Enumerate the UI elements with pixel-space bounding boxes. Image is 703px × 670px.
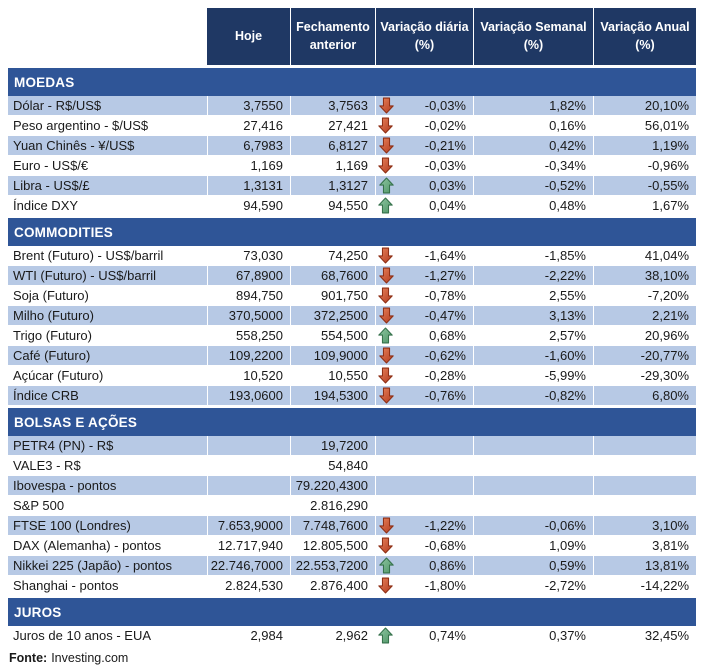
- hoje-value: 73,030: [243, 248, 283, 263]
- down-arrow-icon: [379, 517, 394, 534]
- down-arrow-icon: [378, 577, 393, 594]
- variacao-anual-value: [593, 436, 696, 455]
- fechamento-value: 27,421: [328, 118, 368, 133]
- table-row: [8, 516, 696, 536]
- row-label: Peso argentino - $/US$: [13, 118, 149, 133]
- variacao-semanal-value: 0,16%: [549, 118, 586, 133]
- down-arrow-icon: [378, 367, 393, 384]
- trend-arrow-slot: [378, 537, 394, 555]
- hoje-value: [207, 456, 290, 475]
- variacao-anual-value: -14,22%: [640, 578, 689, 593]
- column-header-variacao-semanal: Variação Semanal (%): [473, 8, 593, 65]
- down-arrow-icon: [378, 117, 393, 134]
- variacao-diaria-value: -0,02%: [424, 118, 466, 133]
- variacao-diaria-value: -0,78%: [424, 288, 466, 303]
- variacao-semanal-value: 0,42%: [473, 136, 593, 155]
- up-arrow-icon: [378, 197, 393, 214]
- hoje-value: 558,250: [236, 328, 283, 343]
- up-arrow-icon: [379, 557, 394, 574]
- row-label: Nikkei 225 (Japão) - pontos: [13, 558, 172, 573]
- row-label: Yuan Chinês - ¥/US$: [13, 138, 135, 153]
- hoje-value: 109,2200: [207, 346, 290, 365]
- section-header-juros: JUROS: [8, 598, 696, 626]
- variacao-anual-value: 3,81%: [652, 538, 689, 553]
- hoje-value: [207, 476, 290, 495]
- fechamento-value: 94,550: [328, 198, 368, 213]
- hoje-value: 94,590: [243, 198, 283, 213]
- fechamento-value: 1,169: [335, 158, 368, 173]
- table-row: [8, 626, 696, 646]
- variacao-semanal-value: -1,60%: [473, 346, 593, 365]
- row-label: Ibovespa - pontos: [13, 478, 117, 493]
- variacao-diaria-value: -1,22%: [424, 518, 466, 533]
- variacao-diaria-value: -0,76%: [424, 388, 466, 403]
- fechamento-value: 68,7600: [290, 266, 375, 285]
- table-row: [8, 576, 696, 596]
- variacao-diaria-cell: [375, 156, 473, 175]
- variacao-diaria-value: -0,68%: [424, 538, 466, 553]
- table-row: [8, 366, 696, 386]
- fechamento-value: 74,250: [328, 248, 368, 263]
- hoje-value: 2.824,530: [225, 578, 283, 593]
- fechamento-value: 2.876,400: [310, 578, 368, 593]
- variacao-semanal-value: [473, 456, 593, 475]
- variacao-diaria-value: -0,21%: [424, 138, 466, 153]
- section-header-moedas: MOEDAS: [8, 68, 696, 96]
- variacao-semanal-value: [473, 436, 593, 455]
- variacao-semanal-value: 0,59%: [473, 556, 593, 575]
- fechamento-value: 12.805,500: [302, 538, 368, 553]
- hoje-value: 67,8900: [207, 266, 290, 285]
- down-arrow-icon: [378, 537, 393, 554]
- variacao-semanal-value: 2,57%: [549, 328, 586, 343]
- variacao-diaria-cell: [375, 516, 473, 535]
- table-section: [8, 408, 696, 596]
- column-header-variacao-diaria: Variação diária (%): [375, 8, 473, 65]
- hoje-value: 7.653,9000: [207, 516, 290, 535]
- trend-arrow-slot: [379, 437, 395, 455]
- down-arrow-icon: [379, 137, 394, 154]
- variacao-diaria-cell: [375, 116, 473, 135]
- down-arrow-icon: [378, 157, 393, 174]
- table-body: [8, 68, 696, 646]
- trend-arrow-slot: [378, 497, 394, 515]
- table-row: [8, 556, 696, 576]
- row-label: S&P 500: [13, 498, 65, 513]
- hoje-value: 193,0600: [207, 386, 290, 405]
- table-row: [8, 496, 696, 516]
- table-row: [8, 536, 696, 556]
- down-arrow-icon: [379, 307, 394, 324]
- variacao-diaria-value: 0,86%: [429, 558, 466, 573]
- trend-arrow-slot: [378, 327, 394, 345]
- table-row: [8, 326, 696, 346]
- section-header-commodities: COMMODITIES: [8, 218, 696, 246]
- table-row: [8, 386, 696, 406]
- down-arrow-icon: [379, 97, 394, 114]
- hoje-value: 1,169: [250, 158, 283, 173]
- variacao-anual-value: 3,10%: [593, 516, 696, 535]
- table-row: [8, 156, 696, 176]
- row-label: Milho (Futuro): [13, 308, 94, 323]
- table-row: [8, 436, 696, 456]
- variacao-anual-value: 6,80%: [593, 386, 696, 405]
- row-label: Índice DXY: [13, 198, 79, 213]
- variacao-diaria-value: 0,04%: [429, 198, 466, 213]
- variacao-anual-value: 20,96%: [644, 328, 689, 343]
- hoje-value: 370,5000: [207, 306, 290, 325]
- variacao-diaria-cell: [375, 386, 473, 405]
- row-label: Brent (Futuro) - US$/barril: [13, 248, 164, 263]
- up-arrow-icon: [379, 177, 394, 194]
- table-row: [8, 176, 696, 196]
- fechamento-value: 3,7563: [290, 96, 375, 115]
- fechamento-value: 54,840: [328, 458, 368, 473]
- row-label: FTSE 100 (Londres): [13, 518, 131, 533]
- section-header-bolsas-e-a-es: BOLSAS E AÇÕES: [8, 408, 696, 436]
- variacao-anual-value: [593, 496, 696, 515]
- variacao-diaria-cell: [375, 436, 473, 455]
- row-label: Euro - US$/€: [13, 158, 89, 173]
- table-row: [8, 286, 696, 306]
- fechamento-value: 372,2500: [290, 306, 375, 325]
- variacao-semanal-value: 1,09%: [549, 538, 586, 553]
- source-label: Fonte:: [9, 651, 48, 665]
- trend-arrow-slot: [379, 387, 395, 405]
- variacao-diaria-cell: [375, 96, 473, 115]
- variacao-semanal-value: -2,72%: [544, 578, 586, 593]
- column-header-variacao-anual: Variação Anual (%): [593, 8, 696, 65]
- table-row: [8, 266, 696, 286]
- variacao-anual-value: -20,77%: [593, 346, 696, 365]
- down-arrow-icon: [379, 387, 394, 404]
- hoje-value: 2,984: [250, 628, 283, 643]
- table-row: [8, 196, 696, 216]
- variacao-diaria-cell: [375, 366, 473, 385]
- variacao-semanal-value: 0,48%: [549, 198, 586, 213]
- variacao-anual-value: [593, 476, 696, 495]
- variacao-anual-value: 1,67%: [652, 198, 689, 213]
- variacao-anual-value: 41,04%: [644, 248, 689, 263]
- variacao-semanal-value: -0,06%: [473, 516, 593, 535]
- variacao-diaria-cell: [375, 496, 473, 515]
- variacao-diaria-cell: [375, 136, 473, 155]
- trend-arrow-slot: [379, 307, 395, 325]
- fechamento-value: 19,7200: [290, 436, 375, 455]
- fechamento-value: 2,962: [335, 628, 368, 643]
- row-label: Shanghai - pontos: [13, 578, 119, 593]
- hoje-value: 10,520: [243, 368, 283, 383]
- trend-arrow-slot: [378, 457, 394, 475]
- variacao-anual-value: 1,19%: [593, 136, 696, 155]
- row-label: DAX (Alemanha) - pontos: [13, 538, 162, 553]
- variacao-anual-value: 20,10%: [593, 96, 696, 115]
- variacao-semanal-value: -5,99%: [544, 368, 586, 383]
- variacao-diaria-value: -1,80%: [424, 578, 466, 593]
- table-row: [8, 346, 696, 366]
- hoje-value: [207, 496, 290, 515]
- variacao-diaria-cell: [375, 626, 473, 645]
- variacao-anual-value: 32,45%: [644, 628, 689, 643]
- variacao-diaria-cell: [375, 306, 473, 325]
- header-spacer: [8, 8, 207, 65]
- fechamento-value: 109,9000: [290, 346, 375, 365]
- row-label: PETR4 (PN) - R$: [13, 438, 114, 453]
- down-arrow-icon: [379, 267, 394, 284]
- table-row: [8, 456, 696, 476]
- variacao-diaria-value: -0,28%: [424, 368, 466, 383]
- variacao-diaria-cell: [375, 246, 473, 265]
- trend-arrow-slot: [379, 517, 395, 535]
- table-row: [8, 136, 696, 156]
- variacao-diaria-value: 0,74%: [429, 628, 466, 643]
- variacao-diaria-cell: [375, 266, 473, 285]
- hoje-value: 12.717,940: [217, 538, 283, 553]
- variacao-diaria-value: -0,47%: [424, 308, 466, 323]
- variacao-diaria-cell: [375, 176, 473, 195]
- source-value: Investing.com: [51, 651, 129, 665]
- table-row: [8, 306, 696, 326]
- variacao-semanal-value: -2,22%: [473, 266, 593, 285]
- table-header: [8, 8, 696, 65]
- fechamento-value: 2.816,290: [310, 498, 368, 513]
- down-arrow-icon: [378, 247, 393, 264]
- trend-arrow-slot: [378, 197, 394, 215]
- row-label: Café (Futuro): [13, 348, 91, 363]
- variacao-anual-value: -29,30%: [640, 368, 689, 383]
- trend-arrow-slot: [378, 577, 394, 595]
- fechamento-value: 1,3127: [290, 176, 375, 195]
- trend-arrow-slot: [379, 477, 395, 495]
- trend-arrow-slot: [378, 247, 394, 265]
- trend-arrow-slot: [378, 157, 394, 175]
- variacao-semanal-value: -0,82%: [473, 386, 593, 405]
- trend-arrow-slot: [379, 557, 395, 575]
- fechamento-value: 22.553,7200: [290, 556, 375, 575]
- variacao-diaria-cell: [375, 286, 473, 305]
- variacao-diaria-value: -1,64%: [424, 248, 466, 263]
- trend-arrow-slot: [379, 97, 395, 115]
- trend-arrow-slot: [379, 137, 395, 155]
- row-label: Soja (Futuro): [13, 288, 89, 303]
- trend-arrow-slot: [379, 177, 395, 195]
- variacao-semanal-value: [473, 476, 593, 495]
- variacao-diaria-value: -0,03%: [424, 158, 466, 173]
- row-label: VALE3 - R$: [13, 458, 81, 473]
- variacao-diaria-cell: [375, 476, 473, 495]
- trend-arrow-slot: [378, 627, 394, 645]
- table-row: [8, 116, 696, 136]
- fechamento-value: 7.748,7600: [290, 516, 375, 535]
- table-row: [8, 246, 696, 266]
- variacao-diaria-value: -0,03%: [424, 98, 466, 113]
- variacao-diaria-cell: [375, 346, 473, 365]
- table-section: [8, 68, 696, 216]
- row-label: Dólar - R$/US$: [13, 98, 102, 113]
- hoje-value: 27,416: [243, 118, 283, 133]
- fechamento-value: 194,5300: [290, 386, 375, 405]
- down-arrow-icon: [379, 347, 394, 364]
- hoje-value: [207, 436, 290, 455]
- hoje-value: 1,3131: [207, 176, 290, 195]
- trend-arrow-slot: [379, 347, 395, 365]
- variacao-diaria-value: -0,62%: [424, 348, 466, 363]
- column-header-fechamento: Fechamento anterior: [290, 8, 375, 65]
- hoje-value: 6,7983: [207, 136, 290, 155]
- variacao-semanal-value: 1,82%: [473, 96, 593, 115]
- fechamento-value: 554,500: [321, 328, 368, 343]
- variacao-anual-value: 13,81%: [593, 556, 696, 575]
- hoje-value: 3,7550: [207, 96, 290, 115]
- row-label: Índice CRB: [13, 388, 79, 403]
- variacao-diaria-cell: [375, 576, 473, 595]
- variacao-semanal-value: -0,52%: [473, 176, 593, 195]
- row-label: Açúcar (Futuro): [13, 368, 104, 383]
- fechamento-value: 6,8127: [290, 136, 375, 155]
- variacao-diaria-cell: [375, 456, 473, 475]
- variacao-diaria-cell: [375, 196, 473, 215]
- fechamento-value: 79.220,4300: [290, 476, 375, 495]
- hoje-value: 894,750: [236, 288, 283, 303]
- up-arrow-icon: [378, 327, 393, 344]
- hoje-value: 22.746,7000: [207, 556, 290, 575]
- variacao-semanal-value: -0,34%: [544, 158, 586, 173]
- variacao-diaria-cell: [375, 326, 473, 345]
- variacao-anual-value: 56,01%: [644, 118, 689, 133]
- table-row: [8, 96, 696, 116]
- variacao-semanal-value: [473, 496, 593, 515]
- variacao-anual-value: 38,10%: [593, 266, 696, 285]
- variacao-anual-value: -0,96%: [647, 158, 689, 173]
- down-arrow-icon: [378, 287, 393, 304]
- trend-arrow-slot: [378, 117, 394, 135]
- variacao-semanal-value: 0,37%: [549, 628, 586, 643]
- variacao-anual-value: [593, 456, 696, 475]
- fechamento-value: 10,550: [328, 368, 368, 383]
- table-row: [8, 476, 696, 496]
- variacao-anual-value: 2,21%: [593, 306, 696, 325]
- variacao-diaria-value: -1,27%: [424, 268, 466, 283]
- variacao-anual-value: -7,20%: [647, 288, 689, 303]
- trend-arrow-slot: [379, 267, 395, 285]
- table-section: [8, 598, 696, 646]
- variacao-diaria-value: 0,68%: [429, 328, 466, 343]
- variacao-diaria-cell: [375, 556, 473, 575]
- trend-arrow-slot: [378, 367, 394, 385]
- variacao-semanal-value: -1,85%: [544, 248, 586, 263]
- variacao-diaria-value: 0,03%: [429, 178, 466, 193]
- row-label: Juros de 10 anos - EUA: [13, 628, 152, 643]
- fechamento-value: 901,750: [321, 288, 368, 303]
- up-arrow-icon: [378, 627, 393, 644]
- row-label: Trigo (Futuro): [13, 328, 92, 343]
- variacao-diaria-cell: [375, 536, 473, 555]
- column-header-hoje: Hoje: [207, 8, 290, 65]
- source-note: [8, 649, 696, 667]
- variacao-semanal-value: 2,55%: [549, 288, 586, 303]
- row-label: Libra - US$/£: [13, 178, 90, 193]
- table-section: [8, 218, 696, 406]
- row-label: WTI (Futuro) - US$/barril: [13, 268, 157, 283]
- variacao-semanal-value: 3,13%: [473, 306, 593, 325]
- trend-arrow-slot: [378, 287, 394, 305]
- variacao-anual-value: -0,55%: [593, 176, 696, 195]
